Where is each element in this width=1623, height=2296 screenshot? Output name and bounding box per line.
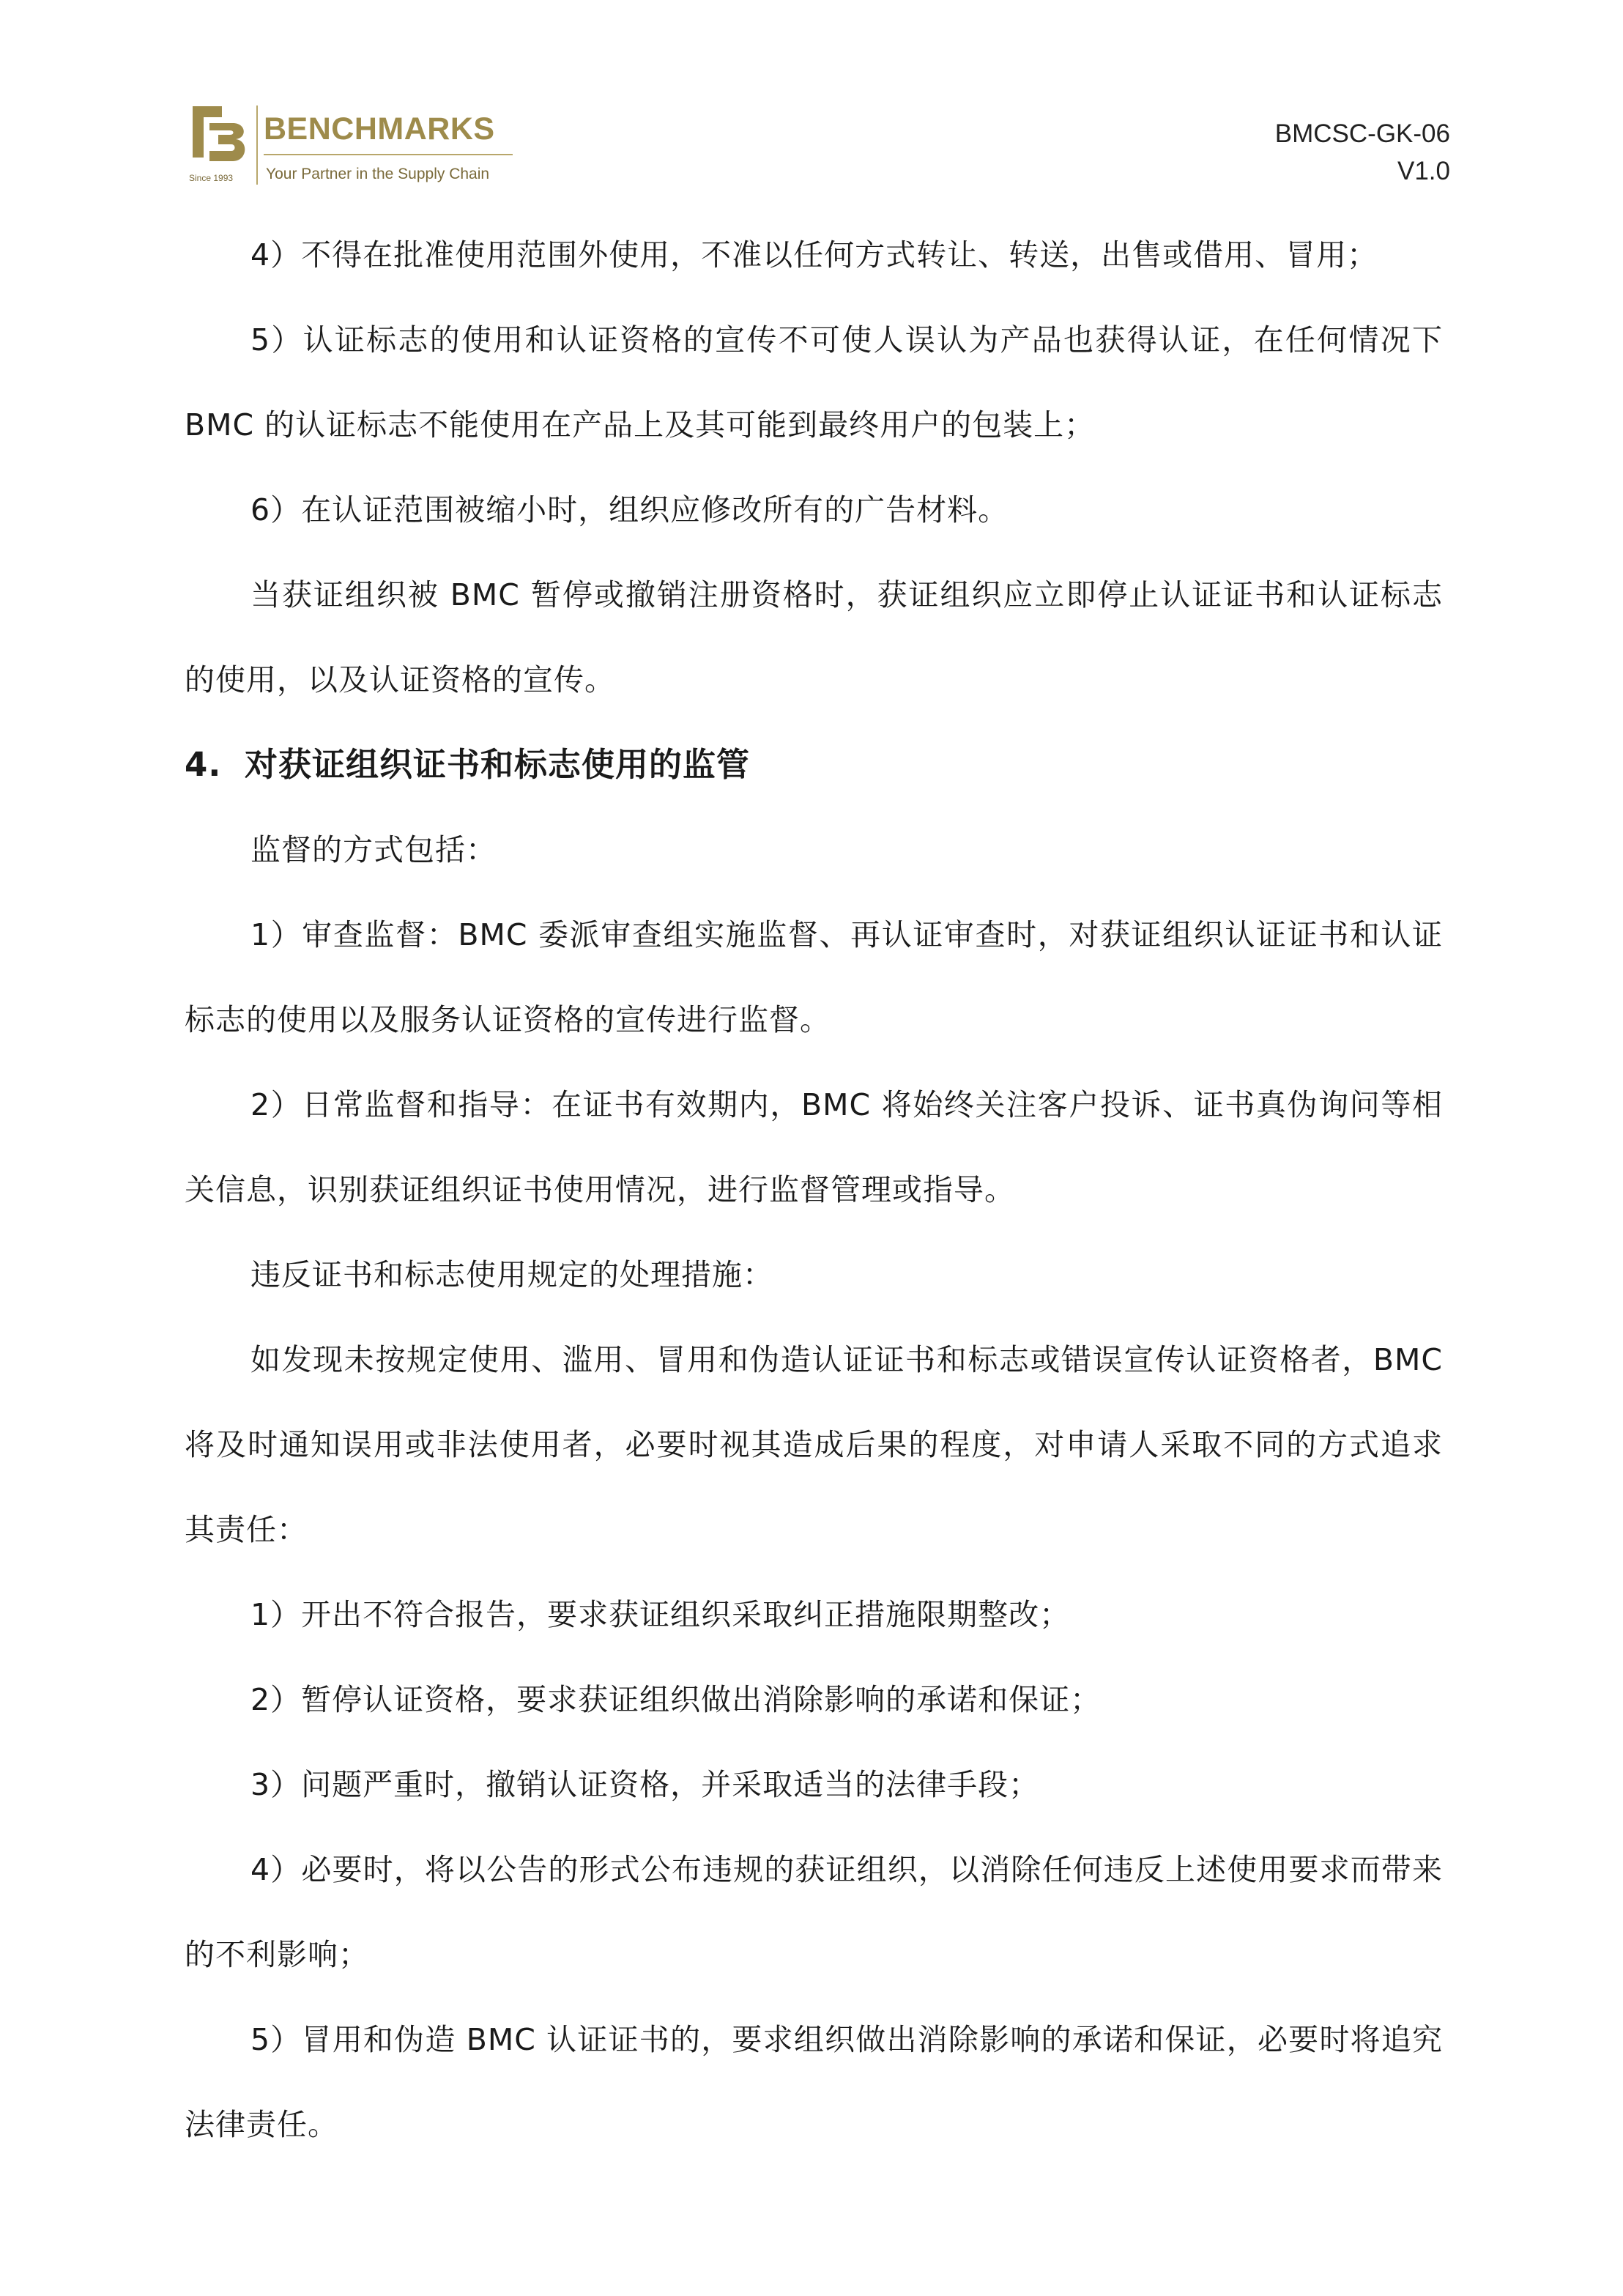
section-heading	[185, 722, 1443, 807]
paragraph-item-5: 5）认证标志的使用和认证资格的宣传不可使人误认为产品也获得认证，在任何情况下 BMC 的认证标志不能使用在产品上及其可能到最终用户的包装上；	[185, 322, 1443, 442]
paragraph-methods-intro: 监督的方式包括：	[250, 832, 497, 867]
section-title: 对获证组织证书和标志使用的监管	[245, 745, 751, 784]
paragraph-item-6: 6）在认证范围被缩小时，组织应修改所有的广告材料。	[250, 492, 1009, 527]
paragraph-measures-intro: 违反证书和标志使用规定的处理措施：	[250, 1257, 773, 1292]
brand-since: Since 1993	[189, 173, 234, 183]
paragraph-measure-2: 2）暂停认证资格，要求获证组织做出消除影响的承诺和保证；	[250, 1682, 1102, 1717]
document-body	[185, 212, 1443, 2167]
paragraph-item-4: 4）不得在批准使用范围外使用，不准以任何方式转让、转送，出售或借用、冒用；	[250, 237, 1378, 273]
paragraph-measure-1: 1）开出不符合报告，要求获证组织采取纠正措施限期整改；	[250, 1597, 1071, 1632]
brand-name: BENCHMARKS	[264, 111, 495, 147]
document-version: V1.0	[1397, 157, 1450, 185]
paragraph-method-2: 2）日常监督和指导：在证书有效期内，BMC 将始终关注客户投诉、证书真伪询问等相关信息，识别获证组织证书使用情况，进行监督管理或指导。	[185, 1087, 1443, 1207]
page-header	[0, 0, 1623, 205]
brand-divider	[256, 105, 258, 185]
benchmarks-logo	[189, 103, 519, 190]
section-number: 4.	[185, 745, 222, 784]
brand-rule	[264, 154, 513, 155]
brand-tagline: Your Partner in the Supply Chain	[266, 166, 490, 182]
paragraph-measure-4: 4）必要时，将以公告的形式公布违规的获证组织，以消除任何违反上述使用要求而带来的不利影响；	[185, 1852, 1443, 1972]
paragraph-measure-3: 3）问题严重时，撤销认证资格，并采取适当的法律手段；	[250, 1767, 1040, 1802]
paragraph-measure-5: 5）冒用和伪造 BMC 认证证书的，要求组织做出消除影响的承诺和保证，必要时将追究法律责任。	[185, 2022, 1443, 2142]
bmc-logo-icon	[189, 103, 255, 169]
document-code: BMCSC-GK-06	[1274, 119, 1450, 148]
paragraph-method-1: 1）审查监督：BMC 委派审查组实施监督、再认证审查时，对获证组织认证证书和认证标志的使用以及服务认证资格的宣传进行监督。	[185, 917, 1443, 1037]
paragraph-measures-desc: 如发现未按规定使用、滥用、冒用和伪造认证证书和标志或错误宣传认证资格者，BMC 将及时通知误用或非法使用者，必要时视其造成后果的程度，对申请人采取不同的方式追求其责任：	[185, 1342, 1443, 1547]
paragraph-suspension: 当获证组织被 BMC 暂停或撤销注册资格时，获证组织应立即停止认证证书和认证标志的使用，以及认证资格的宣传。	[185, 577, 1443, 697]
